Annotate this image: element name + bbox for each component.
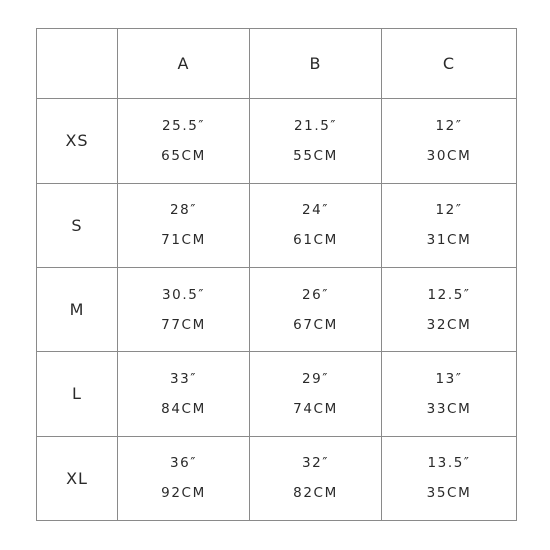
column-header-label: B: [309, 54, 322, 74]
cm-value: 33CM: [426, 400, 472, 417]
measurement-cell: [250, 267, 382, 351]
cm-value: 31CM: [426, 232, 472, 249]
size-label-cell: [37, 99, 118, 183]
cm-value: 61CM: [293, 232, 338, 249]
table-row: [37, 352, 517, 436]
inch-value: 33″: [169, 370, 198, 387]
cm-value: 30CM: [426, 147, 472, 164]
cm-value: 65CM: [161, 147, 206, 164]
measurement-cell: [250, 352, 382, 436]
table-row: [37, 267, 517, 351]
cm-value: 74CM: [293, 400, 338, 417]
measurement-cell: [250, 99, 382, 183]
size-label: XL: [66, 468, 88, 488]
table-row: [37, 436, 517, 520]
measurement-cell: [250, 183, 382, 267]
size-label: XS: [65, 131, 89, 151]
cm-value: 77CM: [161, 316, 206, 333]
inch-value: 12.5″: [427, 286, 471, 303]
cm-value: 35CM: [426, 485, 472, 502]
inch-value: 28″: [169, 202, 198, 219]
measurement-cell: [118, 267, 250, 351]
size-label: M: [69, 300, 85, 320]
measurement-cell: [382, 183, 517, 267]
measurement-cell: [382, 99, 517, 183]
size-label-cell: [37, 183, 118, 267]
inch-value: 21.5″: [293, 117, 338, 134]
inch-value: 29″: [301, 370, 330, 387]
inch-value: 32″: [301, 455, 330, 472]
inch-value: 36″: [169, 455, 198, 472]
header-row: [37, 29, 517, 99]
size-chart-table: [36, 28, 517, 521]
cm-value: 67CM: [293, 316, 338, 333]
cm-value: 32CM: [426, 316, 472, 333]
size-label: L: [72, 384, 82, 404]
measurement-cell: [118, 99, 250, 183]
measurement-cell: [382, 436, 517, 520]
inch-value: 26″: [301, 286, 330, 303]
inch-value: 12″: [435, 117, 463, 134]
measurement-cell: [118, 352, 250, 436]
table-row: [37, 99, 517, 183]
size-label: S: [71, 215, 83, 235]
measurement-cell: [382, 352, 517, 436]
size-label-cell: [37, 267, 118, 351]
cm-value: 84CM: [161, 400, 206, 417]
cm-value: 55CM: [293, 147, 338, 164]
inch-value: 13″: [435, 370, 463, 387]
corner-cell: [37, 29, 118, 99]
inch-value: 13.5″: [427, 455, 471, 472]
column-header-c: [382, 29, 517, 99]
inch-value: 25.5″: [161, 117, 206, 134]
inch-value: 24″: [301, 202, 330, 219]
inch-value: 12″: [435, 202, 463, 219]
measurement-cell: [382, 267, 517, 351]
measurement-cell: [118, 436, 250, 520]
column-header-a: [118, 29, 250, 99]
column-header-label: C: [442, 54, 456, 74]
measurement-cell: [250, 436, 382, 520]
column-header-b: [250, 29, 382, 99]
size-label-cell: [37, 352, 118, 436]
cm-value: 71CM: [161, 232, 206, 249]
size-label-cell: [37, 436, 118, 520]
table-row: [37, 183, 517, 267]
column-header-label: A: [177, 54, 190, 74]
measurement-cell: [118, 183, 250, 267]
cm-value: 92CM: [161, 485, 206, 502]
cm-value: 82CM: [293, 485, 338, 502]
inch-value: 30.5″: [161, 286, 206, 303]
